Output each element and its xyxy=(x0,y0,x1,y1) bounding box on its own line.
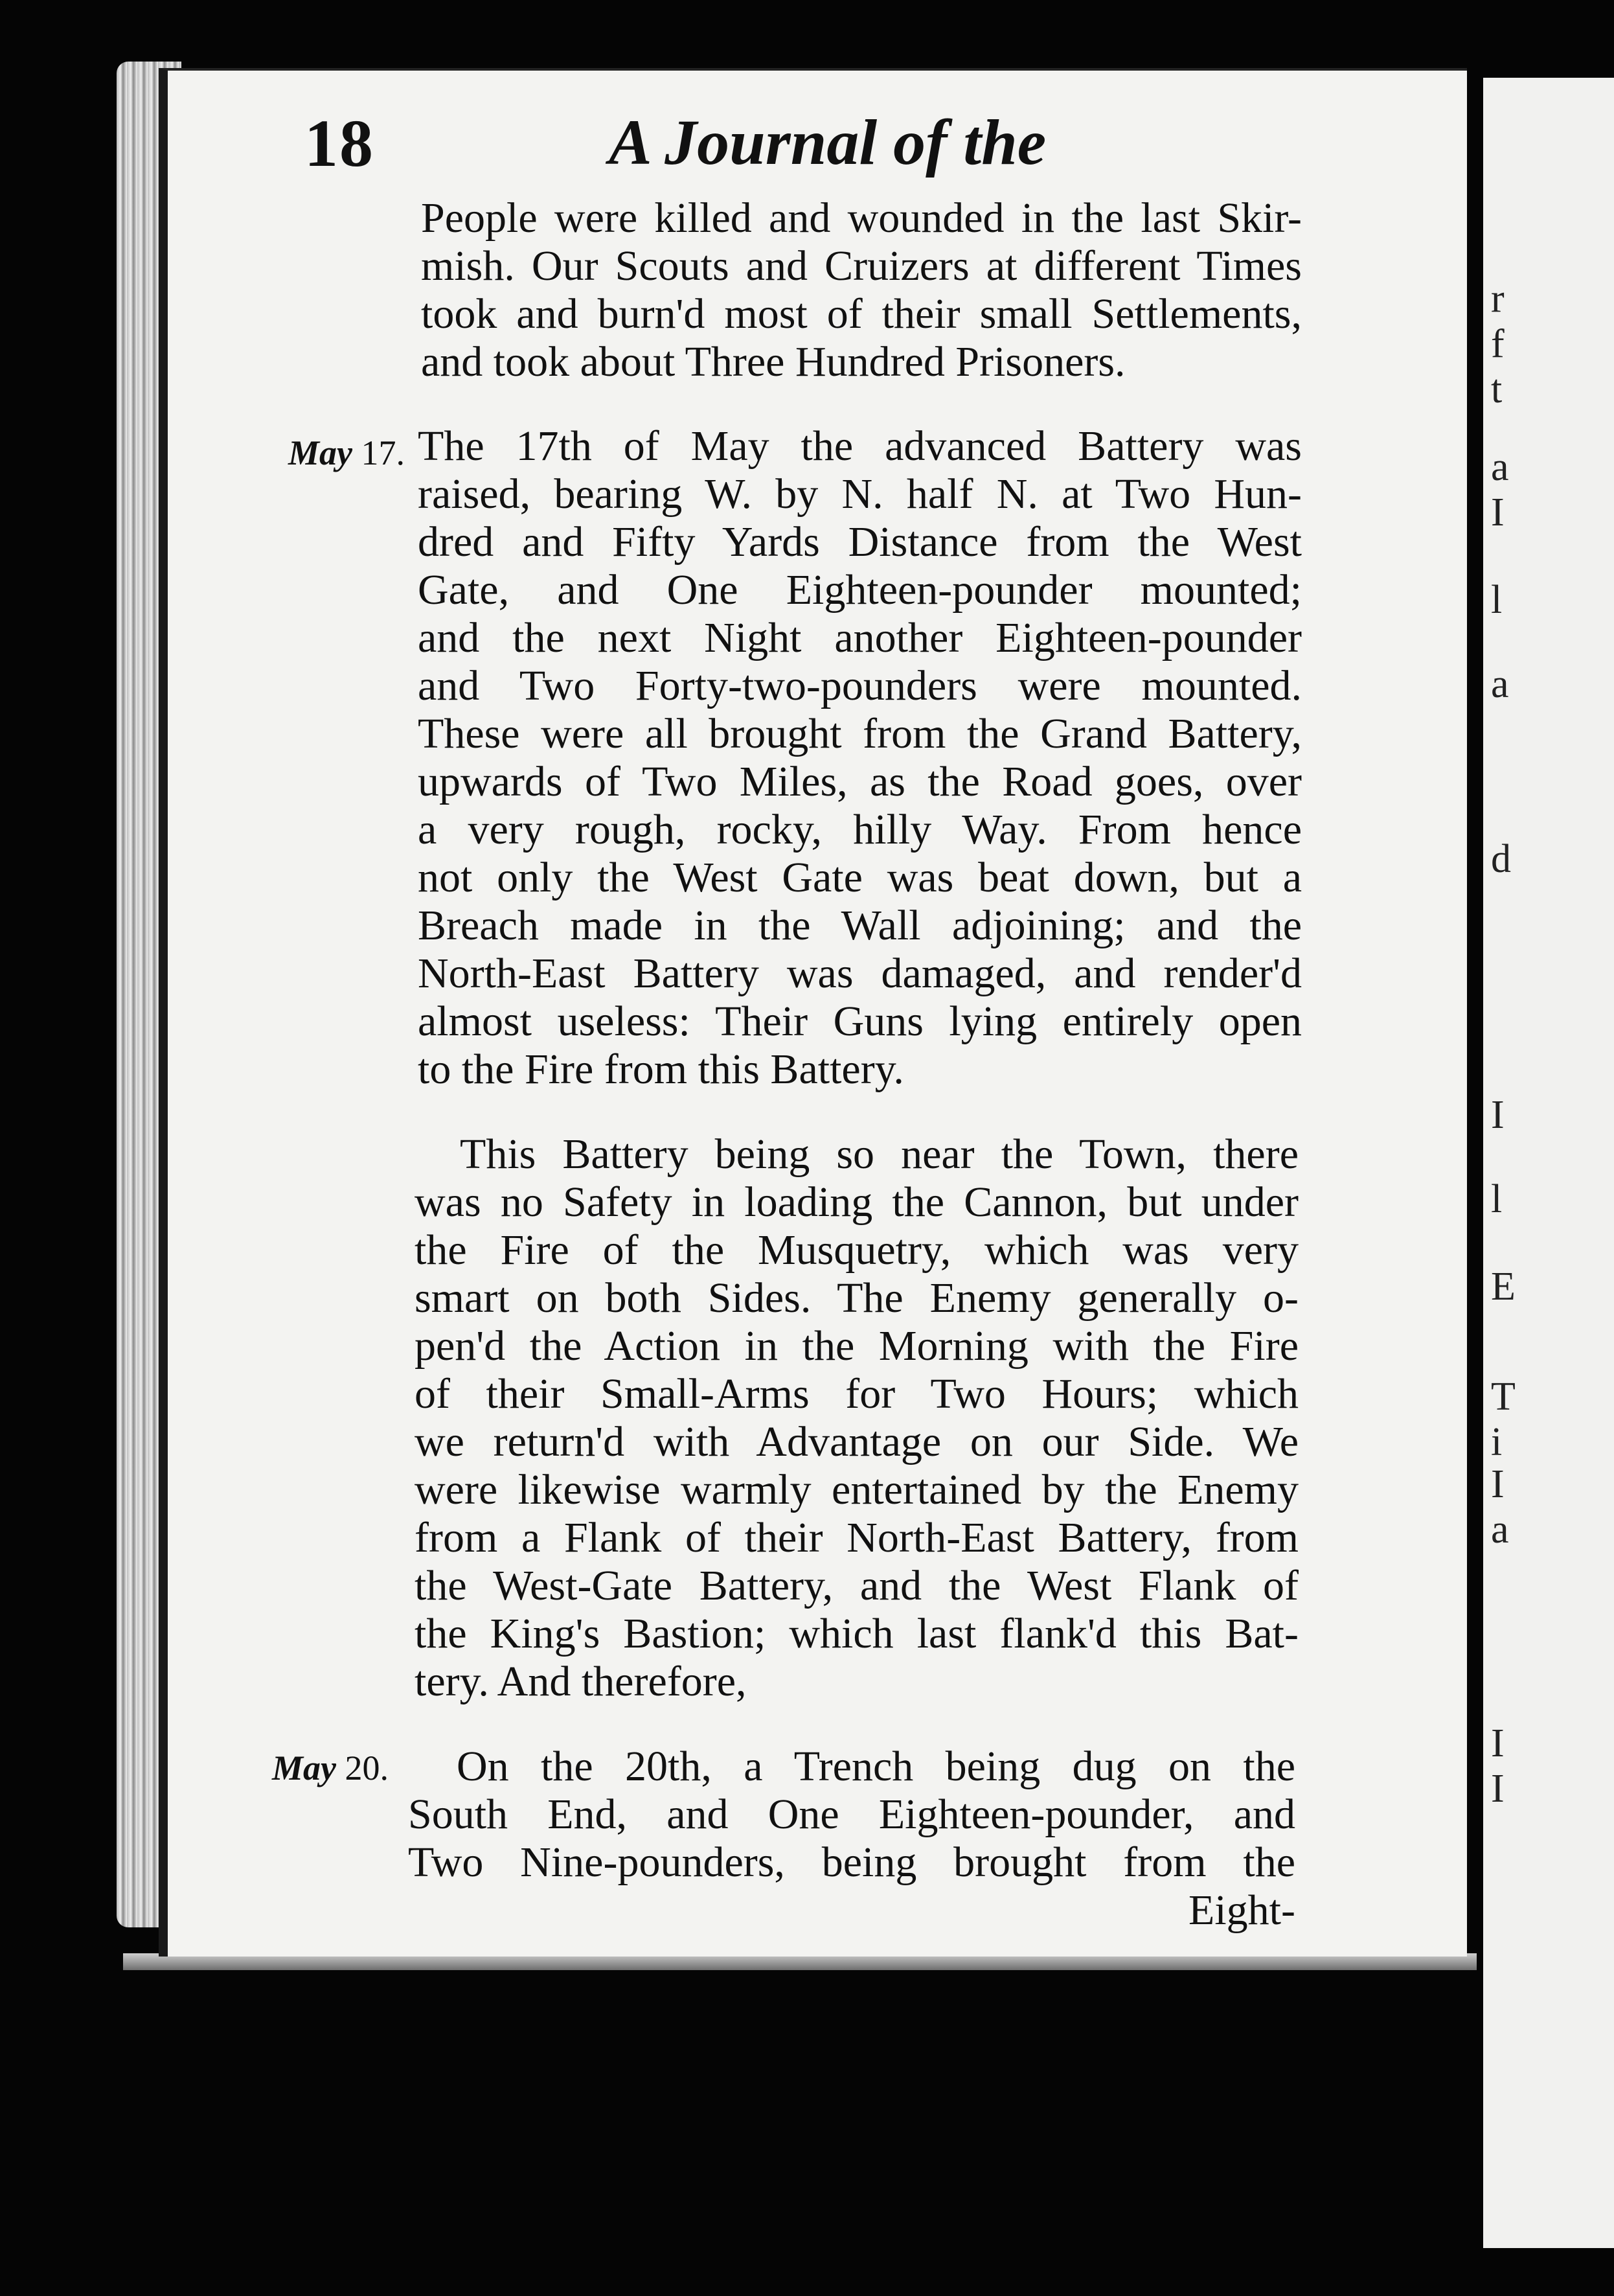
text-line: we return'd with Advantage on our Side. We xyxy=(415,1418,1299,1465)
facing-page-glyph: I xyxy=(1491,490,1505,534)
margin-day: 17. xyxy=(361,433,405,472)
text-line: the West-Gate Battery, and the West Flank of xyxy=(415,1562,1299,1609)
facing-page-glyph: T xyxy=(1491,1375,1516,1419)
text-line: and the next Night another Eighteen-pounder xyxy=(418,614,1302,661)
facing-page-glyph: I xyxy=(1491,1462,1505,1506)
text-line: People were killed and wounded in the last Skir- xyxy=(421,194,1302,242)
facing-page-glyph: f xyxy=(1491,322,1505,366)
text-line: Gate, and One Eighteen-pounder mounted; xyxy=(418,566,1302,614)
paragraph-1 xyxy=(421,194,1302,386)
text-line: raised, bearing W. by N. half N. at Two Hun- xyxy=(418,470,1302,518)
text-line: to the Fire from this Battery. xyxy=(418,1046,904,1093)
text-line: South End, and One Eighteen-pounder, and xyxy=(408,1791,1295,1838)
text-line: The 17th of May the advanced Battery was xyxy=(418,422,1302,470)
text-line: This Battery being so near the Town, there xyxy=(460,1131,1299,1178)
facing-page-glyph: a xyxy=(1491,1508,1509,1552)
margin-date-may-17 xyxy=(288,435,405,470)
text-line: Breach made in the Wall adjoining; and the xyxy=(418,902,1302,949)
margin-month: May xyxy=(272,1749,336,1787)
text-line: tery. And therefore, xyxy=(415,1658,747,1705)
facing-page-glyph: d xyxy=(1491,837,1511,881)
facing-page-glyph: I xyxy=(1491,1767,1505,1811)
text-line: was no Safety in loading the Cannon, but under xyxy=(415,1178,1299,1226)
facing-page-glyph: a xyxy=(1491,445,1509,489)
facing-page-glyph: E xyxy=(1491,1265,1516,1309)
facing-page-glyph: t xyxy=(1491,367,1503,411)
text-line: and Two Forty-two-pounders were mounted. xyxy=(418,662,1302,709)
facing-page-glyph: a xyxy=(1491,662,1509,706)
text-line: were likewise warmly entertained by the Enemy xyxy=(415,1466,1299,1513)
catchword xyxy=(1101,1887,1295,1934)
text-line: pen'd the Action in the Morning with the Fire xyxy=(415,1322,1299,1370)
margin-month: May xyxy=(288,433,352,472)
text-line: Two Nine-pounders, being brought from the xyxy=(408,1839,1295,1886)
facing-page-glyph: r xyxy=(1491,277,1505,321)
text-line: mish. Our Scouts and Cruizers at different Times xyxy=(421,242,1302,290)
text-line: almost useless: Their Guns lying entirely open xyxy=(418,998,1302,1045)
text-line: the Fire of the Musquetry, which was very xyxy=(415,1226,1299,1274)
text-line: a very rough, rocky, hilly Way. From hence xyxy=(418,806,1302,853)
facing-page-glyph: I xyxy=(1491,1721,1505,1765)
text-line: the King's Bastion; which last flank'd this Bat- xyxy=(415,1610,1299,1657)
text-line: not only the West Gate was beat down, but a xyxy=(418,854,1302,901)
margin-date-may-20 xyxy=(272,1751,389,1785)
text-line: These were all brought from the Grand Battery, xyxy=(418,710,1302,757)
facing-page xyxy=(1483,78,1614,2248)
facing-page-glyph: l xyxy=(1491,578,1503,622)
paragraph-3 xyxy=(415,1131,1299,1706)
catchword-text: Eight- xyxy=(1188,1887,1295,1934)
text-line: dred and Fifty Yards Distance from the West xyxy=(418,518,1302,566)
text-line: and took about Three Hundred Prisoners. xyxy=(421,338,1126,385)
text-line: took and burn'd most of their small Settlements, xyxy=(421,290,1302,338)
facing-page-glyph: i xyxy=(1491,1420,1503,1464)
facing-page-glyph: l xyxy=(1491,1177,1503,1221)
paragraph-2 xyxy=(418,422,1302,1094)
facing-page-glyph: I xyxy=(1491,1093,1505,1137)
text-line: from a Flank of their North-East Battery, from xyxy=(415,1514,1299,1561)
text-line: smart on both Sides. The Enemy generally o- xyxy=(415,1274,1299,1322)
text-line: On the 20th, a Trench being dug on the xyxy=(457,1743,1295,1790)
text-line: of their Small-Arms for Two Hours; which xyxy=(415,1370,1299,1418)
paragraph-4 xyxy=(408,1743,1295,1887)
text-line: North-East Battery was damaged, and render'd xyxy=(418,950,1302,997)
margin-day: 20. xyxy=(345,1749,389,1787)
text-line: upwards of Two Miles, as the Road goes, over xyxy=(418,758,1302,805)
running-head: A Journal of the xyxy=(609,106,1047,178)
page-number: 18 xyxy=(304,106,374,181)
